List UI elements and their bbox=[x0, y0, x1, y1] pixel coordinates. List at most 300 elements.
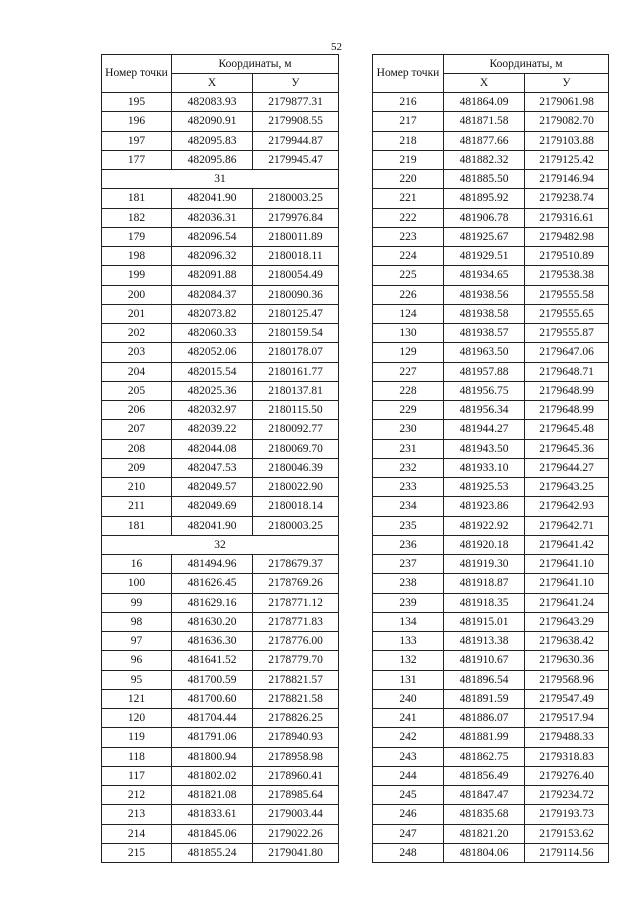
x-coordinate-cell: 481835.68 bbox=[444, 805, 525, 824]
point-number-cell: 222 bbox=[373, 208, 444, 227]
y-coordinate-cell: 2179276.40 bbox=[525, 766, 609, 785]
y-coordinate-cell: 2179647.06 bbox=[525, 343, 609, 362]
y-coordinate-cell: 2178771.83 bbox=[253, 612, 339, 631]
y-coordinate-cell: 2179644.27 bbox=[525, 458, 609, 477]
x-coordinate-cell: 481821.20 bbox=[444, 824, 525, 843]
table-row bbox=[373, 535, 609, 554]
y-coordinate-cell: 2180011.89 bbox=[253, 227, 339, 246]
section-label: 32 bbox=[102, 535, 339, 554]
x-coordinate-cell: 481956.75 bbox=[444, 381, 525, 400]
x-coordinate-cell: 481938.57 bbox=[444, 324, 525, 343]
table-row bbox=[373, 824, 609, 843]
y-coordinate-cell: 2179114.56 bbox=[525, 843, 609, 862]
table-row bbox=[102, 689, 339, 708]
table-row bbox=[373, 266, 609, 285]
y-coordinate-cell: 2179061.98 bbox=[525, 93, 609, 112]
y-coordinate-cell: 2179538.38 bbox=[525, 266, 609, 285]
x-coordinate-cell: 482015.54 bbox=[172, 362, 253, 381]
point-number-cell: 124 bbox=[373, 304, 444, 323]
x-coordinate-cell: 481963.50 bbox=[444, 343, 525, 362]
table-row bbox=[102, 670, 339, 689]
table-row bbox=[102, 420, 339, 439]
x-coordinate-cell: 481933.10 bbox=[444, 458, 525, 477]
table-row bbox=[373, 843, 609, 862]
point-number-cell: 231 bbox=[373, 439, 444, 458]
y-coordinate-cell: 2180003.25 bbox=[253, 189, 339, 208]
x-coordinate-cell: 481862.75 bbox=[444, 747, 525, 766]
y-coordinate-cell: 2178769.26 bbox=[253, 574, 339, 593]
point-number-cell: 241 bbox=[373, 709, 444, 728]
table-row bbox=[102, 497, 339, 516]
point-number-cell: 181 bbox=[102, 189, 172, 208]
y-coordinate-cell: 2180178.07 bbox=[253, 343, 339, 362]
point-number-cell: 201 bbox=[102, 304, 172, 323]
table-row bbox=[373, 805, 609, 824]
y-coordinate-cell: 2180003.25 bbox=[253, 516, 339, 535]
point-number-cell: 134 bbox=[373, 612, 444, 631]
table-row bbox=[102, 805, 339, 824]
y-coordinate-cell: 2179555.58 bbox=[525, 285, 609, 304]
point-number-cell: 213 bbox=[102, 805, 172, 824]
x-coordinate-cell: 481833.61 bbox=[172, 805, 253, 824]
table-row bbox=[102, 786, 339, 805]
y-coordinate-cell: 2179877.31 bbox=[253, 93, 339, 112]
point-number-cell: 210 bbox=[102, 478, 172, 497]
point-number-cell: 119 bbox=[102, 728, 172, 747]
table-row bbox=[102, 766, 339, 785]
x-coordinate-cell: 481929.51 bbox=[444, 247, 525, 266]
x-coordinate-cell: 482049.57 bbox=[172, 478, 253, 497]
section-row bbox=[102, 170, 339, 189]
x-coordinate-cell: 481886.07 bbox=[444, 709, 525, 728]
x-coordinate-cell: 481704.44 bbox=[172, 709, 253, 728]
y-coordinate-cell: 2179510.89 bbox=[525, 247, 609, 266]
table-row bbox=[373, 632, 609, 651]
x-coordinate-cell: 481847.47 bbox=[444, 786, 525, 805]
table-row bbox=[373, 497, 609, 516]
y-coordinate-cell: 2178960.41 bbox=[253, 766, 339, 785]
table-row bbox=[373, 362, 609, 381]
y-coordinate-cell: 2179641.24 bbox=[525, 593, 609, 612]
x-coordinate-cell: 481938.58 bbox=[444, 304, 525, 323]
table-row bbox=[373, 766, 609, 785]
table-row bbox=[373, 285, 609, 304]
table-row bbox=[373, 612, 609, 631]
x-coordinate-cell: 482096.32 bbox=[172, 247, 253, 266]
table-row bbox=[102, 516, 339, 535]
y-coordinate-cell: 2180161.77 bbox=[253, 362, 339, 381]
y-coordinate-cell: 2179318.83 bbox=[525, 747, 609, 766]
point-number-cell: 240 bbox=[373, 689, 444, 708]
table-row bbox=[102, 93, 339, 112]
y-coordinate-cell: 2180054.49 bbox=[253, 266, 339, 285]
table-row bbox=[102, 247, 339, 266]
y-coordinate-cell: 2180018.14 bbox=[253, 497, 339, 516]
table-row bbox=[102, 478, 339, 497]
y-coordinate-cell: 2179643.29 bbox=[525, 612, 609, 631]
x-coordinate-cell: 481855.24 bbox=[172, 843, 253, 862]
y-coordinate-cell: 2178776.00 bbox=[253, 632, 339, 651]
x-coordinate-cell: 482041.90 bbox=[172, 189, 253, 208]
point-number-cell: 179 bbox=[102, 227, 172, 246]
y-coordinate-cell: 2179648.99 bbox=[525, 401, 609, 420]
table-row bbox=[373, 516, 609, 535]
point-number-cell: 229 bbox=[373, 401, 444, 420]
y-coordinate-cell: 2179641.10 bbox=[525, 555, 609, 574]
table-row bbox=[373, 150, 609, 169]
point-number-cell: 221 bbox=[373, 189, 444, 208]
y-coordinate-cell: 2179638.42 bbox=[525, 632, 609, 651]
table-row bbox=[373, 304, 609, 323]
x-coordinate-cell: 482044.08 bbox=[172, 439, 253, 458]
point-number-cell: 207 bbox=[102, 420, 172, 439]
x-coordinate-cell: 481641.52 bbox=[172, 651, 253, 670]
point-number-cell: 181 bbox=[102, 516, 172, 535]
y-coordinate-cell: 2178779.70 bbox=[253, 651, 339, 670]
y-coordinate-cell: 2180159.54 bbox=[253, 324, 339, 343]
point-number-cell: 238 bbox=[373, 574, 444, 593]
table-row bbox=[102, 324, 339, 343]
y-coordinate-cell: 2180115.50 bbox=[253, 401, 339, 420]
point-number-cell: 228 bbox=[373, 381, 444, 400]
header-y: У bbox=[253, 74, 339, 93]
x-coordinate-cell: 481934.65 bbox=[444, 266, 525, 285]
point-number-cell: 244 bbox=[373, 766, 444, 785]
table-row bbox=[102, 843, 339, 862]
point-number-cell: 129 bbox=[373, 343, 444, 362]
point-number-cell: 233 bbox=[373, 478, 444, 497]
coordinates-table-right bbox=[372, 54, 609, 863]
y-coordinate-cell: 2180069.70 bbox=[253, 439, 339, 458]
point-number-cell: 246 bbox=[373, 805, 444, 824]
x-coordinate-cell: 481802.02 bbox=[172, 766, 253, 785]
table-row bbox=[373, 728, 609, 747]
y-coordinate-cell: 2178826.25 bbox=[253, 709, 339, 728]
x-coordinate-cell: 481885.50 bbox=[444, 170, 525, 189]
x-coordinate-cell: 482083.93 bbox=[172, 93, 253, 112]
table-row bbox=[102, 343, 339, 362]
table-row bbox=[102, 285, 339, 304]
point-number-cell: 243 bbox=[373, 747, 444, 766]
y-coordinate-cell: 2178958.98 bbox=[253, 747, 339, 766]
table-row bbox=[373, 786, 609, 805]
x-coordinate-cell: 482041.90 bbox=[172, 516, 253, 535]
y-coordinate-cell: 2179642.93 bbox=[525, 497, 609, 516]
table-row bbox=[102, 131, 339, 150]
coordinates-table-left bbox=[101, 54, 339, 863]
table-row bbox=[373, 343, 609, 362]
table-row bbox=[102, 362, 339, 381]
y-coordinate-cell: 2180090.36 bbox=[253, 285, 339, 304]
y-coordinate-cell: 2179645.36 bbox=[525, 439, 609, 458]
x-coordinate-cell: 481910.67 bbox=[444, 651, 525, 670]
point-number-cell: 95 bbox=[102, 670, 172, 689]
y-coordinate-cell: 2179568.96 bbox=[525, 670, 609, 689]
table-row bbox=[102, 401, 339, 420]
point-number-cell: 217 bbox=[373, 112, 444, 131]
y-coordinate-cell: 2179238.74 bbox=[525, 189, 609, 208]
point-number-cell: 219 bbox=[373, 150, 444, 169]
header-coordinates: Координаты, м bbox=[444, 55, 609, 74]
y-coordinate-cell: 2180018.11 bbox=[253, 247, 339, 266]
table-row bbox=[373, 93, 609, 112]
table-row bbox=[373, 651, 609, 670]
y-coordinate-cell: 2179517.94 bbox=[525, 709, 609, 728]
point-number-cell: 97 bbox=[102, 632, 172, 651]
point-number-cell: 96 bbox=[102, 651, 172, 670]
x-coordinate-cell: 482084.37 bbox=[172, 285, 253, 304]
x-coordinate-cell: 482060.33 bbox=[172, 324, 253, 343]
x-coordinate-cell: 481895.92 bbox=[444, 189, 525, 208]
table-row bbox=[102, 824, 339, 843]
x-coordinate-cell: 481636.30 bbox=[172, 632, 253, 651]
y-coordinate-cell: 2179082.70 bbox=[525, 112, 609, 131]
x-coordinate-cell: 481920.18 bbox=[444, 535, 525, 554]
x-coordinate-cell: 481881.99 bbox=[444, 728, 525, 747]
y-coordinate-cell: 2179630.36 bbox=[525, 651, 609, 670]
point-number-cell: 223 bbox=[373, 227, 444, 246]
x-coordinate-cell: 481821.08 bbox=[172, 786, 253, 805]
y-coordinate-cell: 2180125.47 bbox=[253, 304, 339, 323]
table-row bbox=[102, 593, 339, 612]
x-coordinate-cell: 481956.34 bbox=[444, 401, 525, 420]
x-coordinate-cell: 482052.06 bbox=[172, 343, 253, 362]
y-coordinate-cell: 2179041.80 bbox=[253, 843, 339, 862]
section-label: 31 bbox=[102, 170, 339, 189]
page-number: 52 bbox=[331, 41, 342, 53]
point-number-cell: 131 bbox=[373, 670, 444, 689]
point-number-cell: 200 bbox=[102, 285, 172, 304]
table-row bbox=[373, 227, 609, 246]
point-number-cell: 203 bbox=[102, 343, 172, 362]
y-coordinate-cell: 2180137.81 bbox=[253, 381, 339, 400]
point-number-cell: 227 bbox=[373, 362, 444, 381]
point-number-cell: 98 bbox=[102, 612, 172, 631]
point-number-cell: 239 bbox=[373, 593, 444, 612]
x-coordinate-cell: 481896.54 bbox=[444, 670, 525, 689]
point-number-cell: 118 bbox=[102, 747, 172, 766]
table-row bbox=[373, 555, 609, 574]
table-row bbox=[102, 227, 339, 246]
table-row bbox=[373, 747, 609, 766]
point-number-cell: 132 bbox=[373, 651, 444, 670]
table-row bbox=[373, 170, 609, 189]
point-number-cell: 211 bbox=[102, 497, 172, 516]
point-number-cell: 117 bbox=[102, 766, 172, 785]
table-row bbox=[373, 324, 609, 343]
point-number-cell: 242 bbox=[373, 728, 444, 747]
x-coordinate-cell: 482095.83 bbox=[172, 131, 253, 150]
table-row bbox=[102, 150, 339, 169]
header-x: X bbox=[172, 74, 253, 93]
x-coordinate-cell: 482095.86 bbox=[172, 150, 253, 169]
y-coordinate-cell: 2178679.37 bbox=[253, 555, 339, 574]
table-row bbox=[373, 112, 609, 131]
point-number-cell: 236 bbox=[373, 535, 444, 554]
y-coordinate-cell: 2179648.71 bbox=[525, 362, 609, 381]
table-row bbox=[373, 247, 609, 266]
x-coordinate-cell: 481925.67 bbox=[444, 227, 525, 246]
y-coordinate-cell: 2179153.62 bbox=[525, 824, 609, 843]
point-number-cell: 224 bbox=[373, 247, 444, 266]
x-coordinate-cell: 481877.66 bbox=[444, 131, 525, 150]
table-row bbox=[102, 709, 339, 728]
y-coordinate-cell: 2179125.42 bbox=[525, 150, 609, 169]
table-row bbox=[373, 670, 609, 689]
y-coordinate-cell: 2179555.65 bbox=[525, 304, 609, 323]
point-number-cell: 130 bbox=[373, 324, 444, 343]
x-coordinate-cell: 481918.87 bbox=[444, 574, 525, 593]
table-row bbox=[102, 112, 339, 131]
y-coordinate-cell: 2180022.90 bbox=[253, 478, 339, 497]
y-coordinate-cell: 2179316.61 bbox=[525, 208, 609, 227]
table-row bbox=[102, 439, 339, 458]
table-row bbox=[102, 266, 339, 285]
table-row bbox=[102, 574, 339, 593]
x-coordinate-cell: 481494.96 bbox=[172, 555, 253, 574]
table-row bbox=[373, 189, 609, 208]
point-number-cell: 199 bbox=[102, 266, 172, 285]
x-coordinate-cell: 481913.38 bbox=[444, 632, 525, 651]
x-coordinate-cell: 482091.88 bbox=[172, 266, 253, 285]
x-coordinate-cell: 481845.06 bbox=[172, 824, 253, 843]
x-coordinate-cell: 481630.20 bbox=[172, 612, 253, 631]
point-number-cell: 133 bbox=[373, 632, 444, 651]
y-coordinate-cell: 2179146.94 bbox=[525, 170, 609, 189]
point-number-cell: 247 bbox=[373, 824, 444, 843]
y-coordinate-cell: 2179003.44 bbox=[253, 805, 339, 824]
y-coordinate-cell: 2179641.10 bbox=[525, 574, 609, 593]
y-coordinate-cell: 2180046.39 bbox=[253, 458, 339, 477]
point-number-cell: 99 bbox=[102, 593, 172, 612]
x-coordinate-cell: 481791.06 bbox=[172, 728, 253, 747]
table-row bbox=[373, 689, 609, 708]
y-coordinate-cell: 2178771.12 bbox=[253, 593, 339, 612]
header-y: У bbox=[525, 74, 609, 93]
y-coordinate-cell: 2179945.47 bbox=[253, 150, 339, 169]
point-number-cell: 208 bbox=[102, 439, 172, 458]
point-number-cell: 232 bbox=[373, 458, 444, 477]
table-row bbox=[373, 458, 609, 477]
x-coordinate-cell: 482073.82 bbox=[172, 304, 253, 323]
point-number-cell: 120 bbox=[102, 709, 172, 728]
point-number-cell: 237 bbox=[373, 555, 444, 574]
point-number-cell: 216 bbox=[373, 93, 444, 112]
y-coordinate-cell: 2179547.49 bbox=[525, 689, 609, 708]
point-number-cell: 196 bbox=[102, 112, 172, 131]
table-row bbox=[373, 131, 609, 150]
x-coordinate-cell: 481943.50 bbox=[444, 439, 525, 458]
point-number-cell: 100 bbox=[102, 574, 172, 593]
table-row bbox=[373, 381, 609, 400]
point-number-cell: 218 bbox=[373, 131, 444, 150]
point-number-cell: 212 bbox=[102, 786, 172, 805]
y-coordinate-cell: 2178985.64 bbox=[253, 786, 339, 805]
point-number-cell: 198 bbox=[102, 247, 172, 266]
header-x: X bbox=[444, 74, 525, 93]
x-coordinate-cell: 481882.32 bbox=[444, 150, 525, 169]
table-row bbox=[373, 439, 609, 458]
point-number-cell: 177 bbox=[102, 150, 172, 169]
header-coordinates: Координаты, м bbox=[172, 55, 339, 74]
y-coordinate-cell: 2179643.25 bbox=[525, 478, 609, 497]
y-coordinate-cell: 2179234.72 bbox=[525, 786, 609, 805]
table-row bbox=[373, 574, 609, 593]
x-coordinate-cell: 481800.94 bbox=[172, 747, 253, 766]
y-coordinate-cell: 2179641.42 bbox=[525, 535, 609, 554]
x-coordinate-cell: 481700.60 bbox=[172, 689, 253, 708]
table-row bbox=[102, 555, 339, 574]
point-number-cell: 225 bbox=[373, 266, 444, 285]
point-number-cell: 16 bbox=[102, 555, 172, 574]
table-row bbox=[102, 728, 339, 747]
x-coordinate-cell: 482049.69 bbox=[172, 497, 253, 516]
x-coordinate-cell: 481856.49 bbox=[444, 766, 525, 785]
x-coordinate-cell: 482025.36 bbox=[172, 381, 253, 400]
point-number-cell: 197 bbox=[102, 131, 172, 150]
y-coordinate-cell: 2179555.87 bbox=[525, 324, 609, 343]
y-coordinate-cell: 2179488.33 bbox=[525, 728, 609, 747]
point-number-cell: 204 bbox=[102, 362, 172, 381]
x-coordinate-cell: 481629.16 bbox=[172, 593, 253, 612]
point-number-cell: 245 bbox=[373, 786, 444, 805]
x-coordinate-cell: 481925.53 bbox=[444, 478, 525, 497]
table-row bbox=[102, 612, 339, 631]
x-coordinate-cell: 481915.01 bbox=[444, 612, 525, 631]
y-coordinate-cell: 2179645.48 bbox=[525, 420, 609, 439]
point-number-cell: 248 bbox=[373, 843, 444, 862]
y-coordinate-cell: 2179908.55 bbox=[253, 112, 339, 131]
point-number-cell: 182 bbox=[102, 208, 172, 227]
table-row bbox=[373, 478, 609, 497]
point-number-cell: 220 bbox=[373, 170, 444, 189]
y-coordinate-cell: 2178940.93 bbox=[253, 728, 339, 747]
y-coordinate-cell: 2178821.58 bbox=[253, 689, 339, 708]
y-coordinate-cell: 2179944.87 bbox=[253, 131, 339, 150]
x-coordinate-cell: 481626.45 bbox=[172, 574, 253, 593]
y-coordinate-cell: 2179976.84 bbox=[253, 208, 339, 227]
x-coordinate-cell: 481944.27 bbox=[444, 420, 525, 439]
header-point-number: Номер точки bbox=[373, 55, 444, 93]
table-row bbox=[373, 420, 609, 439]
point-number-cell: 234 bbox=[373, 497, 444, 516]
table-row bbox=[373, 208, 609, 227]
y-coordinate-cell: 2179642.71 bbox=[525, 516, 609, 535]
table-row bbox=[373, 709, 609, 728]
x-coordinate-cell: 482047.53 bbox=[172, 458, 253, 477]
x-coordinate-cell: 481891.59 bbox=[444, 689, 525, 708]
y-coordinate-cell: 2179648.99 bbox=[525, 381, 609, 400]
table-row bbox=[102, 304, 339, 323]
x-coordinate-cell: 482036.31 bbox=[172, 208, 253, 227]
x-coordinate-cell: 481906.78 bbox=[444, 208, 525, 227]
table-row bbox=[373, 401, 609, 420]
table-row bbox=[373, 593, 609, 612]
x-coordinate-cell: 481922.92 bbox=[444, 516, 525, 535]
point-number-cell: 206 bbox=[102, 401, 172, 420]
x-coordinate-cell: 481923.86 bbox=[444, 497, 525, 516]
point-number-cell: 121 bbox=[102, 689, 172, 708]
table-row bbox=[102, 651, 339, 670]
x-coordinate-cell: 481957.88 bbox=[444, 362, 525, 381]
y-coordinate-cell: 2178821.57 bbox=[253, 670, 339, 689]
table-row bbox=[102, 381, 339, 400]
x-coordinate-cell: 481918.35 bbox=[444, 593, 525, 612]
table-row bbox=[102, 632, 339, 651]
point-number-cell: 202 bbox=[102, 324, 172, 343]
x-coordinate-cell: 481864.09 bbox=[444, 93, 525, 112]
point-number-cell: 226 bbox=[373, 285, 444, 304]
